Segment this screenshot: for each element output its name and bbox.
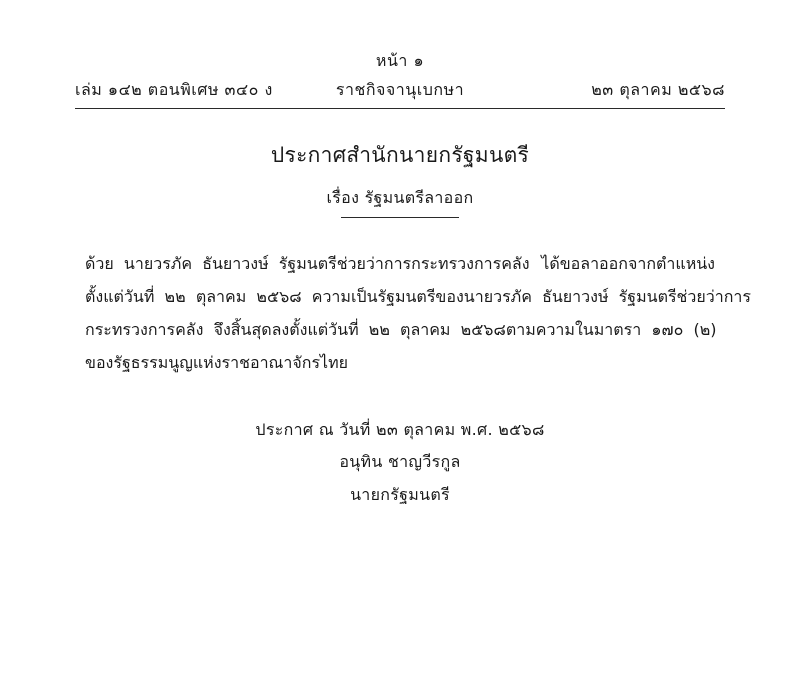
header-row bbox=[75, 78, 725, 104]
body-line-2 bbox=[85, 281, 751, 314]
gazette-name-label: ราชกิจจานุเบกษา bbox=[335, 80, 465, 100]
document-page bbox=[0, 50, 800, 693]
publication-date-label: ๒๓ ตุลาคม ๒๕๖๘ bbox=[591, 80, 725, 100]
body-line-3-start: กระทรวงการคลัง จึงสิ้นสุดลงตั้งแต่วันที่ ๒๒ ตุลาคม ๒๕๖๘ bbox=[85, 319, 506, 339]
document-body bbox=[85, 248, 751, 379]
body-line-4: ของรัฐธรรมนูญแห่งราชอาณาจักรไทย bbox=[85, 352, 349, 372]
header-divider bbox=[75, 108, 725, 109]
document-title: ประกาศสำนักนายกรัฐมนตรี bbox=[270, 143, 530, 168]
body-line-1 bbox=[85, 248, 715, 281]
body-line-3-end: ตามความในมาตรา ๑๗๐ (๒) bbox=[505, 319, 717, 339]
page-number-label: หน้า ๑ bbox=[375, 51, 425, 70]
gazette-header bbox=[0, 50, 800, 109]
announcement-date: ประกาศ ณ วันที่ ๒๓ ตุลาคม พ.ศ. ๒๕๖๘ bbox=[255, 419, 545, 439]
body-line-3 bbox=[85, 314, 715, 347]
signatory-position: นายกรัฐมนตรี bbox=[350, 485, 450, 505]
signature-block bbox=[0, 414, 800, 512]
body-line-1-start: ด้วย นายวรภัค ธันยาวงษ์ รัฐมนตรีช่วยว่าการกระทรวงการคลัง bbox=[85, 254, 530, 274]
subtitle-divider bbox=[341, 217, 459, 218]
body-paragraph bbox=[85, 248, 751, 379]
document-subtitle: เรื่อง รัฐมนตรีลาออก bbox=[326, 188, 474, 208]
body-line-2-start: ตั้งแต่วันที่ ๒๒ ตุลาคม ๒๕๖๘ ความเป็นรัฐมนตรีของ bbox=[85, 287, 464, 307]
volume-issue-label: เล่ม ๑๔๒ ตอนพิเศษ ๓๔๐ ง bbox=[75, 80, 273, 100]
body-line-1-end: ได้ขอลาออกจากตำแหน่ง bbox=[541, 254, 715, 274]
body-line-2-end: นายวรภัค ธันยาวงษ์ รัฐมนตรีช่วยว่าการ bbox=[463, 287, 751, 307]
signatory-name: อนุทิน ชาญวีรกูล bbox=[339, 452, 461, 472]
